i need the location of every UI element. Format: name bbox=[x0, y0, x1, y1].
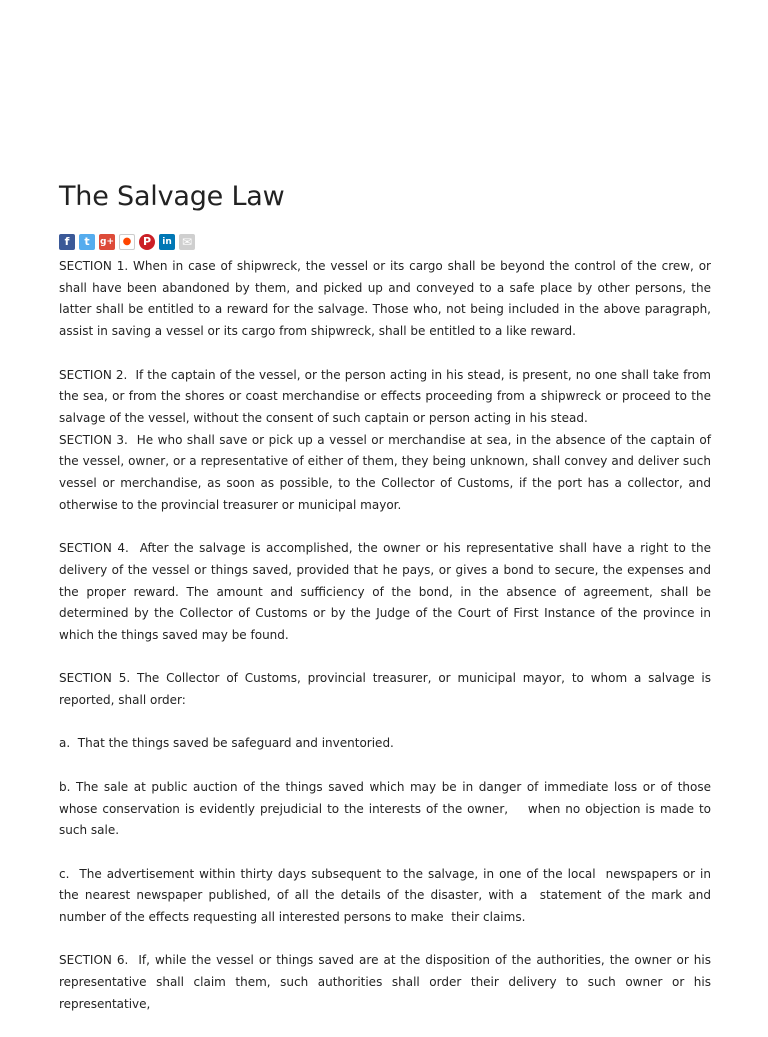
list-item-c: c. The advertisement within thirty days subsequent to the salvage, in one of the local newspapers or in the nearest newspaper published, of all the details of the disaster, with a statement of the mark and number of the effects requesting all interested persons to make their claims. bbox=[59, 866, 715, 924]
article-body bbox=[59, 256, 715, 1016]
article-title: The Salvage Law bbox=[59, 181, 285, 212]
section-4-paragraph: SECTION 4. After the salvage is accomplished, the owner or his representative shall have a right to the delivery of the vessel or things saved, provided that he pays, or gives a bond to secure, the expenses and the proper reward. The amount and sufficiency of the bond, in the absence of agreement, shall be determined by the Collector of Customs or by the Judge of the Court of First Instance of the province in which the things saved may be found. bbox=[59, 541, 715, 642]
article-container bbox=[59, 176, 715, 1037]
twitter-icon[interactable]: t bbox=[79, 234, 95, 250]
section-3-paragraph: SECTION 3. He who shall save or pick up a vessel or merchandise at sea, in the absence of the captain of the vessel, owner, or a representative of either of them, they being unknown, shall convey and deliver such vessel or merchandise, as soon as possible, to the Collector of Customs, if the port has a collector, and otherwise to the provincial treasurer or municipal mayor. bbox=[59, 432, 715, 512]
pinterest-icon[interactable]: P bbox=[139, 234, 155, 250]
section-1-paragraph: SECTION 1. When in case of shipwreck, the vessel or its cargo shall be beyond the control of the crew, or shall have been abandoned by them, and picked up and conveyed to a safe place by other persons, the latter shall be entitled to a reward for the salvage. Those who, not being included in the above paragraph, assist in saving a vessel or its cargo from shipwreck, shall be entitled to a like reward. bbox=[59, 259, 715, 339]
section-5-paragraph: SECTION 5. The Collector of Customs, provincial treasurer, or municipal mayor, to whom a salvage is reported, shall order: bbox=[59, 671, 715, 708]
section-2-paragraph: SECTION 2. If the captain of the vessel, or the person acting in his stead, is present, no one shall take from the sea, or from the shores or coast merchandise or effects proceeding from a shipwreck or proceed to the salvage of the vessel, without the consent of such captain or person acting in his stead. bbox=[59, 367, 715, 425]
reddit-icon[interactable]: ● bbox=[119, 234, 135, 250]
email-icon[interactable]: ✉ bbox=[179, 234, 195, 250]
linkedin-icon[interactable]: in bbox=[159, 234, 175, 250]
google-plus-icon[interactable]: g+ bbox=[99, 234, 115, 250]
facebook-icon[interactable]: f bbox=[59, 234, 75, 250]
list-item-a: a. That the things saved be safeguard and inventoried. bbox=[59, 736, 394, 751]
share-bar bbox=[59, 234, 711, 250]
section-6-paragraph: SECTION 6. If, while the vessel or things saved are at the disposition of the authorities, the owner or his representative shall claim them, such authorities shall order their delivery to such owner or his representative, bbox=[59, 953, 715, 1011]
list-item-b: b. The sale at public auction of the things saved which may be in danger of immediate loss or of those whose conservation is evidently prejudicial to the interests of the owner, when no objection is made to such sale. bbox=[59, 779, 715, 838]
